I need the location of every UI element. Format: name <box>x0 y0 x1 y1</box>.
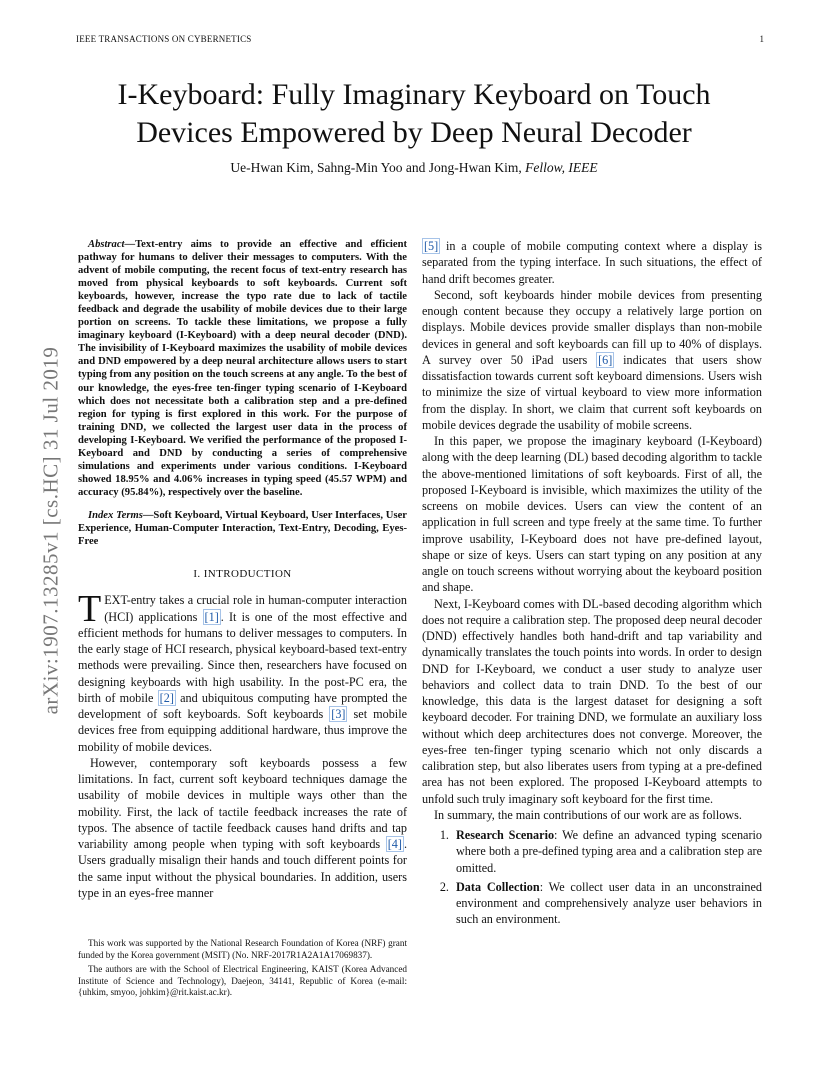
citation-link-5[interactable]: [5] <box>424 239 439 253</box>
intro-p1-text-1: EXT-entry takes a crucial role in human-computer interaction (HCI) applications <box>104 593 407 624</box>
arxiv-stamp-text: arXiv:1907.13285v1 [cs.HC] 31 Jul 2019 <box>38 346 63 714</box>
contribution-text: : We define an advanced typing scenario where both a pre-defined typing area and a calibration step are omitted. <box>456 828 762 875</box>
author-names: Ue-Hwan Kim, Sahng-Min Yoo and Jong-Hwan Kim, <box>230 160 526 175</box>
intro-p1-text-4: set mobile devices free from equipping additional hardware, thus improve the mobility of mobile devices. <box>78 707 407 754</box>
arxiv-stamp <box>38 295 64 765</box>
intro-paragraph-1 <box>78 588 407 755</box>
intro-paragraph-2 <box>78 755 407 901</box>
intro-p3-text-1: Second, soft keyboards hinder mobile devices from presenting enough content because they occupy a relatively large portion on displays. Mobile devices provide smaller displays than non-mobile devices in general and soft keyboards can fill up to 40% of displays. A survey over 50 iPad users <box>422 287 762 367</box>
intro-p2-text-1: However, contemporary soft keyboards possess a few limitations. In fact, current soft keyboard techniques damage the usability of mobile devices in multiple ways other than the mobility. First, the lack of tactile feedback increases the rate of typos. The absence of tactile feedback causes hand drifts and tap variability among people when typing with soft keyboards <box>78 755 407 852</box>
section-rest: NTRODUCTION <box>207 568 292 581</box>
author-fellow: Fellow, IEEE <box>525 160 598 175</box>
drop-cap: T <box>78 588 102 631</box>
citation-link-3[interactable]: [3] <box>331 707 346 722</box>
intro-paragraph-2-continued <box>422 238 762 287</box>
section-first-letter: I <box>203 568 208 581</box>
intro-p2-text-3: in a couple of mobile computing context where a display is separated from the typing interface. In such situations, the effect of hand drift becomes greater. <box>422 239 762 286</box>
contribution-text: : We collect user data in an unconstrained environment and comprehensively analyze user behaviors in such an environment. <box>456 879 762 927</box>
section-number: I. <box>193 568 204 581</box>
intro-p3-text-2: indicates that users show dissatisfaction towards current soft keyboard dimensions. Users wish to minimize the size of virtual keyboard to view more information from the display. In short, we claim that current soft keyboards on mobile devices degrade the usability of mobile screens. <box>422 352 762 432</box>
footnotes <box>78 938 407 1002</box>
abstract-text: —Text-entry aims to provide an effective and efficient pathway for humans to deliver their messages to computers. With the advent of mobile computing, the recent focus of text-entry research has moved from physical keyboards to soft keyboards. Current soft keyboards, however, increase the typo rate due to lack of tactile feedback and degrade the usability of mobile devices due to their large portion on screens. To tackle these limitations, we propose a fully imaginary keyboard (I-Keyboard) with a deep neural decoder (DND). The invisibility of I-Keyboard maximizes the usability of mobile devices and DND empowered by a deep neural architecture allows users to start typing from any position on the touch screens at any angle. To the best of our knowledge, the eyes-free ten-finger typing scenario of I-Keyboard which does not necessitate both a calibration step and a pre-defined region for typing is first explored in this work. For the purpose of training DND, we collected the largest user data in the process of developing I-Keyboard. We verified the performance of the proposed I-Keyboard and DND by conducting a series of comprehensive simulations and experiments under various conditions. I-Keyboard showed 18.95% and 4.06% increases in typing speed (45.57 WPM) and accuracy (95.84%), respectively over the baseline. <box>78 239 407 498</box>
contribution-item <box>452 879 762 928</box>
index-terms-text: —Soft Keyboard, Virtual Keyboard, User Interfaces, User Experience, Human-Computer Interaction, Text-Entry, Decoding, Eyes-Free <box>78 509 407 548</box>
running-header: IEEE TRANSACTIONS ON CYBERNETICS <box>76 34 252 44</box>
intro-paragraph-3 <box>422 287 762 433</box>
index-terms <box>78 509 407 548</box>
intro-paragraph-4: In this paper, we propose the imaginary keyboard (I-Keyboard) along with the deep learning (DL) based decoding algorithm to tackle the above-mentioned limitations of soft keyboards. First of all, the proposed I-Keyboard is invisible, which maximizes the utility of the screens on mobile devices. Users can view the content of an application in full screen and type freely at the same time. To further improve usability, I-Keyboard does not have pre-defined layout, shape or size of keys. Users can start typing on any position at any angle on touch screens without worrying about the keyboard position and shape. <box>422 434 762 595</box>
footnote-affiliation: The authors are with the School of Electrical Engineering, KAIST (Korea Advanced Institute of Science and Technology), Daejeon, 34141, Republic of Korea (e-mail: {uhkim, smyoo, johkim}@rit.kaist.ac.kr). <box>78 964 407 998</box>
index-terms-label: Index Terms <box>88 509 143 521</box>
contribution-item <box>452 827 762 876</box>
right-column <box>422 238 762 931</box>
citation-link-1[interactable]: [1] <box>204 609 219 624</box>
abstract <box>78 238 407 499</box>
section-heading-introduction <box>78 566 407 582</box>
intro-p1-text-3: and ubiquitous computing have prompted the development of soft keyboards. Soft keyboards <box>78 690 407 722</box>
contribution-label: Research Scenario <box>456 828 555 842</box>
citation-link-4[interactable]: [4] <box>387 837 402 852</box>
contributions-list <box>422 827 762 928</box>
author-list <box>76 160 752 176</box>
intro-p2-text-2: . Users gradually misalign their hands and touch different points for the same input without the physical boundaries. In addition, users type in an eyes-free manner <box>78 837 407 900</box>
paper-title: I-Keyboard: Fully Imaginary Keyboard on Touch Devices Empowered by Deep Neural Decoder <box>117 78 711 149</box>
contribution-label: Data Collection <box>456 879 540 894</box>
footnote-funding: This work was supported by the National Research Foundation of Korea (NRF) grant funded by the Korea government (MSIT) (No. NRF-2017R1A2A1A17069837). <box>78 938 407 960</box>
page-number: 1 <box>759 34 764 44</box>
intro-paragraph-5: Next, I-Keyboard comes with DL-based decoding algorithm which does not require a calibration step. The proposed deep neural decoder (DND) effectively handles both hand-drift and tap variability and dynamically translates the touch points into words. In order to design DND for I-Keyboard, we conduct a user study to analyze user behaviors and collect data to train DND. To the best of our knowledge, this data is the largest dataset for designing a soft keyboard decoder. For training DND, we formulate an auxiliary loss without which deep architectures does not converge. Moreover, the eyes-free ten-finger typing scenario which not only discards a calibration step, but also liberates users from typing at a pre-defined area has not been explored. The proposed I-Keyboard attempts to unfold such truly imaginary soft keyboard for the first time. <box>422 596 762 806</box>
citation-link-6[interactable]: [6] <box>598 352 613 367</box>
citation-link-2[interactable]: [2] <box>159 690 174 705</box>
left-column <box>78 238 407 901</box>
intro-p1-text-2: . It is one of the most effective and efficient methods for humans to deliver messages to computers. In the early stage of HCI research, physical keyboard-based text-entry methods were prevailing. Since then, researchers have focused on designing keyboards with high usability. In the post-PC era, the birth of mobile <box>78 609 407 705</box>
abstract-label: Abstract <box>88 239 125 250</box>
intro-paragraph-6: In summary, the main contributions of our work are as follows. <box>434 807 742 822</box>
